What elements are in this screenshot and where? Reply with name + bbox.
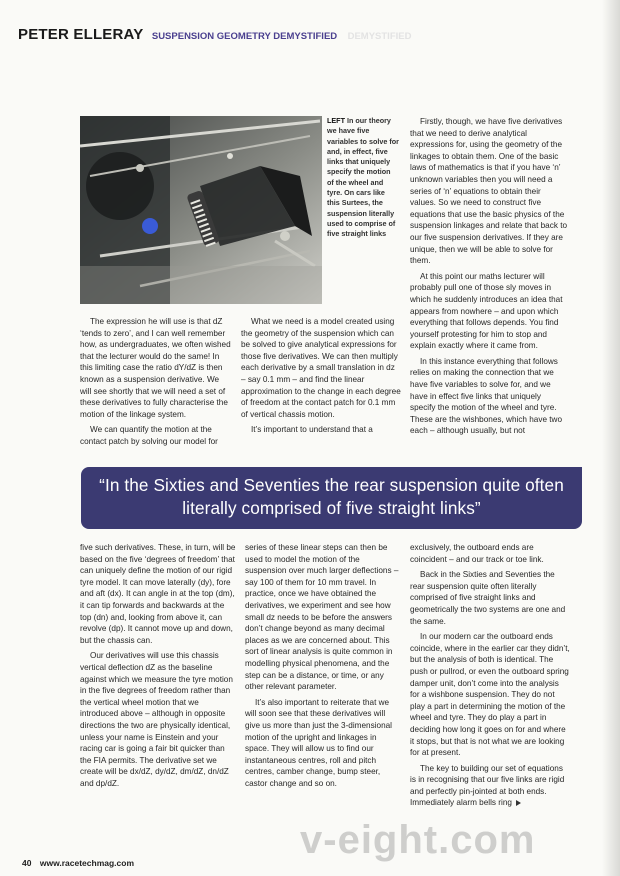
page-spine-shadow [602, 0, 620, 876]
running-header [18, 26, 411, 46]
paragraph [410, 763, 570, 809]
paragraph: exclusively, the outboard ends are coincident – and our track or toe link. [410, 543, 544, 564]
suspension-photo [80, 116, 322, 304]
paragraph-text: The key to building our set of equations is in recognising that our five links are rigid and perfectly pin-jointed at both ends. Immediately alarm bells ring [410, 763, 565, 808]
paragraph: In our modern car the outboard ends coincide, where in the earlier car they didn’t, but the analysis of both is identical. The push or pullrod, or even the outboard spring damper unit, don’t come into the analysis for a wishbone suspension. They do not play a part in determining the motion of the wheel and tyre. They do play a part in deciding how long it goes on for and where it stops, but that is not what we are looking for at present. [410, 632, 570, 758]
section-title-bleed: DEMYSTIFIED [347, 31, 412, 42]
paragraph: It’s important to understand that a [251, 425, 373, 435]
continue-arrow-icon [516, 800, 521, 806]
pull-quote [81, 467, 582, 529]
paragraph: series of these linear steps can then be used to model the motion of the suspension over much larger deflections – say 100 of them for 10 mm travel. In practice, once we have obtained the derivatives, we experiment and see how small dz needs to be before the answers don’t change beyond as many decimal places as we are concerned about. This sort of linear analysis is quite common in modelling physical phenomena, and the step can be a distance, or time, or any other relevant parameter. [245, 543, 399, 692]
watermark: v-eight.com [300, 818, 536, 862]
paragraph: At this point our maths lecturer will probably pull one of those sly moves in which he suddenly introduces an idea that appears from nowhere – and upon which everything that follows depends. You find yourself protesting for him to stop and explain exactly where it came from. [410, 271, 563, 351]
paragraph: What we need is a model created using the geometry of the suspension which can be solved to give analytical expressions for those five derivatives. We can then multiply each derivative by a small translation in dz – say 0.1 mm – and find the linear approximation to the change in each degree of freedom at the contact patch for 0.1 mm of vertical chassis motion. [241, 317, 401, 419]
caption-text: In our theory we have five variables to solve for and, in effect, five links that uniquely specify the motion of the wheel and tyre. On cars like this Surtees, the suspension literally used to comprise of five straight links [327, 116, 399, 239]
column-3-bottom [410, 542, 570, 813]
paragraph: The expression he will use is that dZ ‘tends to zero’, and I can well remember how, as undergraduates, we often wished that the lecturer would do the same! In this limiting case the ratio dY/dZ is then known as a suspension derivative. We will see shortly that we will need a set of these derivatives to fully characterise the motion of the linkage system. [80, 317, 231, 419]
column-1-top [80, 316, 232, 452]
page-footer [22, 858, 134, 868]
paragraph: It’s also important to reiterate that we will soon see that these derivatives will give us more than just the 3-dimensional motion of the upright and linkages in space. They will allow us to find our instantaneous centres, roll and pitch centres, camber change, bump steer, castor change and so on. [245, 697, 392, 788]
paragraph: five such derivatives. These, in turn, will be based on the five ‘degrees of freedom’ that can uniquely define the motion of our rigid tyre model. It can move laterally (dy), fore and aft (dx). It can angle in at the top (dm), it can tip forwards and backwards at the top (dn) and, looking from above it, can revolve (dp). It cannot move up and down, but the chassis can. [80, 543, 236, 645]
caption-lead: LEFT [327, 116, 345, 125]
column-3-top [410, 116, 568, 441]
paragraph: In this instance everything that follows relies on making the connection that we have five variables to solve for, and we have in effect five links that uniquely specify the motion of the wheel and tyre. These are the wishbones, which have two each – although usually, but not [410, 356, 563, 436]
paragraph: Firstly, though, we have five derivatives that we need to derive analytical expressions for, using the geometry of the linkages to obtain them. One of the basic laws of mathematics is that if you have ‘n’ unknown variables then you will need a series of ‘n’ equations to obtain their values. So we need to construct five equations that use the basic physics of the suspension linkages and relate that back to our five suspension derivatives. If they are unique, then we will be able to solve for them. [410, 117, 568, 266]
section-title: SUSPENSION GEOMETRY DEMYSTIFIED [151, 31, 338, 42]
column-1-bottom [80, 542, 236, 793]
paragraph: Back in the Sixties and Seventies the rear suspension quite often literally comprised of five straight links and geometrically the two systems are one and the same. [410, 570, 566, 626]
photo-caption [327, 116, 399, 240]
paragraph: We can quantify the motion at the contact patch by solving our model for [80, 425, 218, 446]
column-2-bottom [245, 542, 402, 793]
pull-quote-text: “In the Sixties and Seventies the rear suspension quite often literally comprised of five straight links” [99, 475, 564, 518]
site-url[interactable]: www.racetechmag.com [39, 858, 135, 868]
page-number: 40 [22, 858, 32, 868]
column-2-top [241, 316, 401, 440]
suspension-photo-illustration [80, 116, 322, 304]
paragraph: Our derivatives will use this chassis vertical deflection dZ as the baseline against which we measure the tyre motion in the five degrees of freedom rather than the vertical wheel motion that we introduced above – although in opposite directions the two are physically identical, unless your name is Einstein and your racing car is going a fair bit quicker than the FIA permits. The derivative set we create will be dx/dZ, dy/dZ, dm/dZ, dn/dZ and dp/dZ. [80, 651, 233, 788]
author-name: PETER ELLERAY [18, 26, 144, 43]
